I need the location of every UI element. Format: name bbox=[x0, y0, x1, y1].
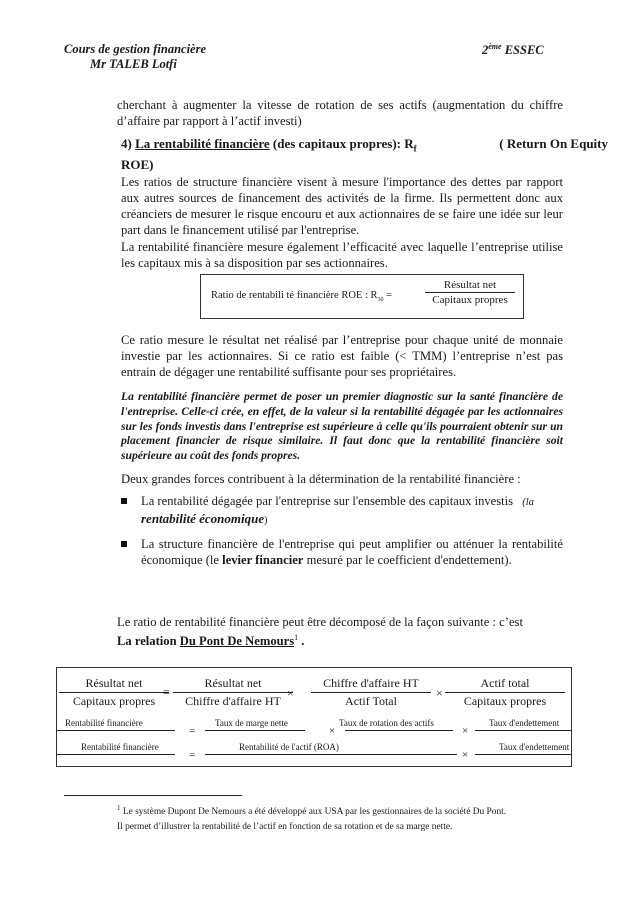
structure-paragraph bbox=[121, 174, 563, 271]
decomposition-text: Le ratio de rentabilité financière peut être décomposé de la façon suivante : c’est bbox=[117, 615, 523, 629]
row2-asset-rotation: Taux de rotation des actifs bbox=[339, 718, 434, 728]
section-title-subscript: f bbox=[413, 143, 417, 154]
fraction-rotation bbox=[311, 676, 431, 709]
row2-line-2 bbox=[205, 730, 305, 731]
para-efficiency: La rentabilité financière mesure également l’efficacité avec laquelle l’entreprise utilise les capitaux mis à sa disposition par ses actionnaires. bbox=[121, 240, 563, 270]
section-title-tail: ( Return On Equity bbox=[499, 136, 608, 151]
level-label bbox=[482, 42, 544, 58]
times-sign: × bbox=[287, 686, 294, 700]
row2-debt-ratio: Taux d'endettement bbox=[489, 718, 560, 728]
roe-formula-label: Ratio de rentabili té financière ROE : $R_{30}$ = bbox=[211, 290, 393, 304]
bullet-square-icon bbox=[121, 498, 127, 504]
row2-line-4 bbox=[475, 730, 571, 731]
bullet-1-paren-open: (la bbox=[522, 497, 534, 508]
dupont-relation-line bbox=[117, 630, 563, 649]
section-title-underlined: La rentabilité financière bbox=[135, 136, 270, 151]
level-school: ESSEC bbox=[504, 43, 544, 58]
level-superscript: ème bbox=[488, 42, 502, 51]
row2-net-margin: Taux de marge nette bbox=[215, 718, 288, 728]
fraction-margin bbox=[173, 676, 293, 709]
bullet-1-paren-close: ) bbox=[264, 515, 268, 526]
author-name: Mr TALEB Lotfi bbox=[90, 57, 177, 71]
bullet-1-bold: rentabilité économique bbox=[141, 511, 265, 526]
dupont-relation-name: Du Pont De Nemours bbox=[179, 634, 295, 649]
fraction-leverage-den: Capitaux propres bbox=[463, 694, 547, 708]
course-title: Cours de gestion financière bbox=[64, 42, 207, 56]
row3-times: × bbox=[462, 749, 469, 761]
times-sign: × bbox=[436, 686, 443, 700]
bullet-2-post: mesuré par le coefficient d'endettement). bbox=[306, 553, 512, 567]
list-item bbox=[117, 493, 563, 529]
bullet-2-bold: levier financier bbox=[222, 553, 304, 567]
row2-line-3 bbox=[345, 730, 453, 731]
row3-line-3 bbox=[475, 754, 571, 755]
forces-intro: Deux grandes forces contribuent à la détermination de la rentabilité financière : bbox=[121, 472, 521, 486]
row3-financial-profitability: Rentabilité financière bbox=[81, 742, 159, 752]
row3-line-2 bbox=[205, 754, 457, 755]
fraction-roe-num: Résultat net bbox=[59, 676, 169, 693]
row2-times-2: × bbox=[462, 725, 469, 737]
fraction-roe bbox=[59, 676, 169, 709]
roe-formula-subscript: 30 bbox=[377, 297, 384, 304]
row2-equals: = bbox=[189, 725, 196, 737]
roe-fraction bbox=[425, 279, 515, 306]
row3-equals: = bbox=[189, 749, 196, 761]
row2-financial-profitability: Rentabilité financière bbox=[65, 718, 143, 728]
section-number: 4) bbox=[121, 136, 132, 151]
bullet-1-text: La rentabilité dégagée par l'entreprise sur l'ensemble des capitaux investis bbox=[141, 494, 514, 508]
list-item bbox=[117, 536, 563, 568]
roe-numerator: Résultat net bbox=[425, 279, 515, 293]
dupont-box bbox=[56, 667, 572, 767]
decomposition-paragraph bbox=[117, 614, 563, 649]
roe-denominator: Capitaux propres bbox=[432, 294, 508, 306]
forces-list bbox=[117, 493, 563, 568]
section-4-title bbox=[121, 136, 608, 173]
fraction-leverage-num: Actif total bbox=[445, 676, 565, 693]
footnote bbox=[117, 801, 577, 835]
row3-roa: Rentabilité de l'actif (ROA) bbox=[239, 742, 339, 752]
level-number: 2 bbox=[482, 43, 489, 58]
roe-formula-box bbox=[200, 274, 524, 319]
bullet-2-text: La structure financière de l'entreprise qui peut amplifier ou atténuer la rentabilité économique (le bbox=[141, 537, 563, 567]
equals-sign: = bbox=[163, 685, 170, 699]
footnote-separator bbox=[64, 795, 242, 796]
fraction-margin-num: Résultat net bbox=[173, 676, 293, 693]
para-ratios: Les ratios de structure financière visent à mesure l'importance des dettes par rapport aux autres sources de financement des activités de la firme. Ils permettent donc aux créanciers de mesurer le risque encouru et aux actionnaires de se faire une idée sur leur part dans le financement utilisé par l'entreprise. bbox=[121, 175, 563, 237]
footnote-ref: 1 bbox=[294, 633, 299, 642]
row2-line-1 bbox=[57, 730, 175, 731]
row3-debt-ratio: Taux d'endettement bbox=[499, 742, 570, 752]
footnote-mark: 1 bbox=[117, 804, 121, 812]
footnote-line-2: Il permet d’illustrer la rentabilité de l’actif en fonction de sa rotation et de sa marge nette. bbox=[117, 822, 453, 833]
dupont-relation-label: La relation bbox=[117, 634, 177, 649]
intro-paragraph: cherchant à augmenter la vitesse de rotation de ses actifs (augmentation du chiffre d’affaire par rapport à l’actif investi) bbox=[117, 98, 563, 128]
roe-formula-equals: = bbox=[386, 290, 393, 301]
fraction-leverage bbox=[445, 676, 565, 709]
row3-line-1 bbox=[57, 754, 175, 755]
fraction-margin-den: Chiffre d'affaire HT bbox=[185, 694, 281, 708]
section-title-rest: (des capitaux propres): R bbox=[272, 136, 414, 151]
diagnostic-paragraph: La rentabilité financière permet de poser un premier diagnostic sur la santé financière de l'entreprise. Celle-ci crée, en effet, de la valeur si la rentabilité dégagée par les actionnaires sur les fonds investis dans l'entreprise est supérieure à celle qu'ils pourraient obtenir sur un placement financier de risque similaire. Il faut donc que la rentabilité financière soit supérieure au coût des fonds propres. bbox=[121, 390, 563, 463]
dupont-relation-end: . bbox=[301, 634, 305, 649]
footnote-line-1: $^1$ Le système Dupont De Nemours a été développé aux USA par les gestionnaires de la société Du Pont. bbox=[117, 804, 507, 818]
fraction-rotation-den: Actif Total bbox=[345, 694, 397, 708]
bullet-square-icon bbox=[121, 541, 127, 547]
row2-times-1: × bbox=[329, 725, 336, 737]
fraction-roe-den: Capitaux propres bbox=[72, 694, 156, 708]
ratio-interpretation-paragraph: Ce ratio mesure le résultat net réalisé par l’entreprise pour chaque unité de monnaie investie par les actionnaires. Si ce ratio est faible (< TMM) l’entreprise n’est pas entrain de dégager une rentabilité suffisante pour ses propriétaires. bbox=[121, 333, 563, 379]
fraction-rotation-num: Chiffre d'affaire HT bbox=[311, 676, 431, 693]
section-title-line2: ROE) bbox=[121, 156, 154, 172]
